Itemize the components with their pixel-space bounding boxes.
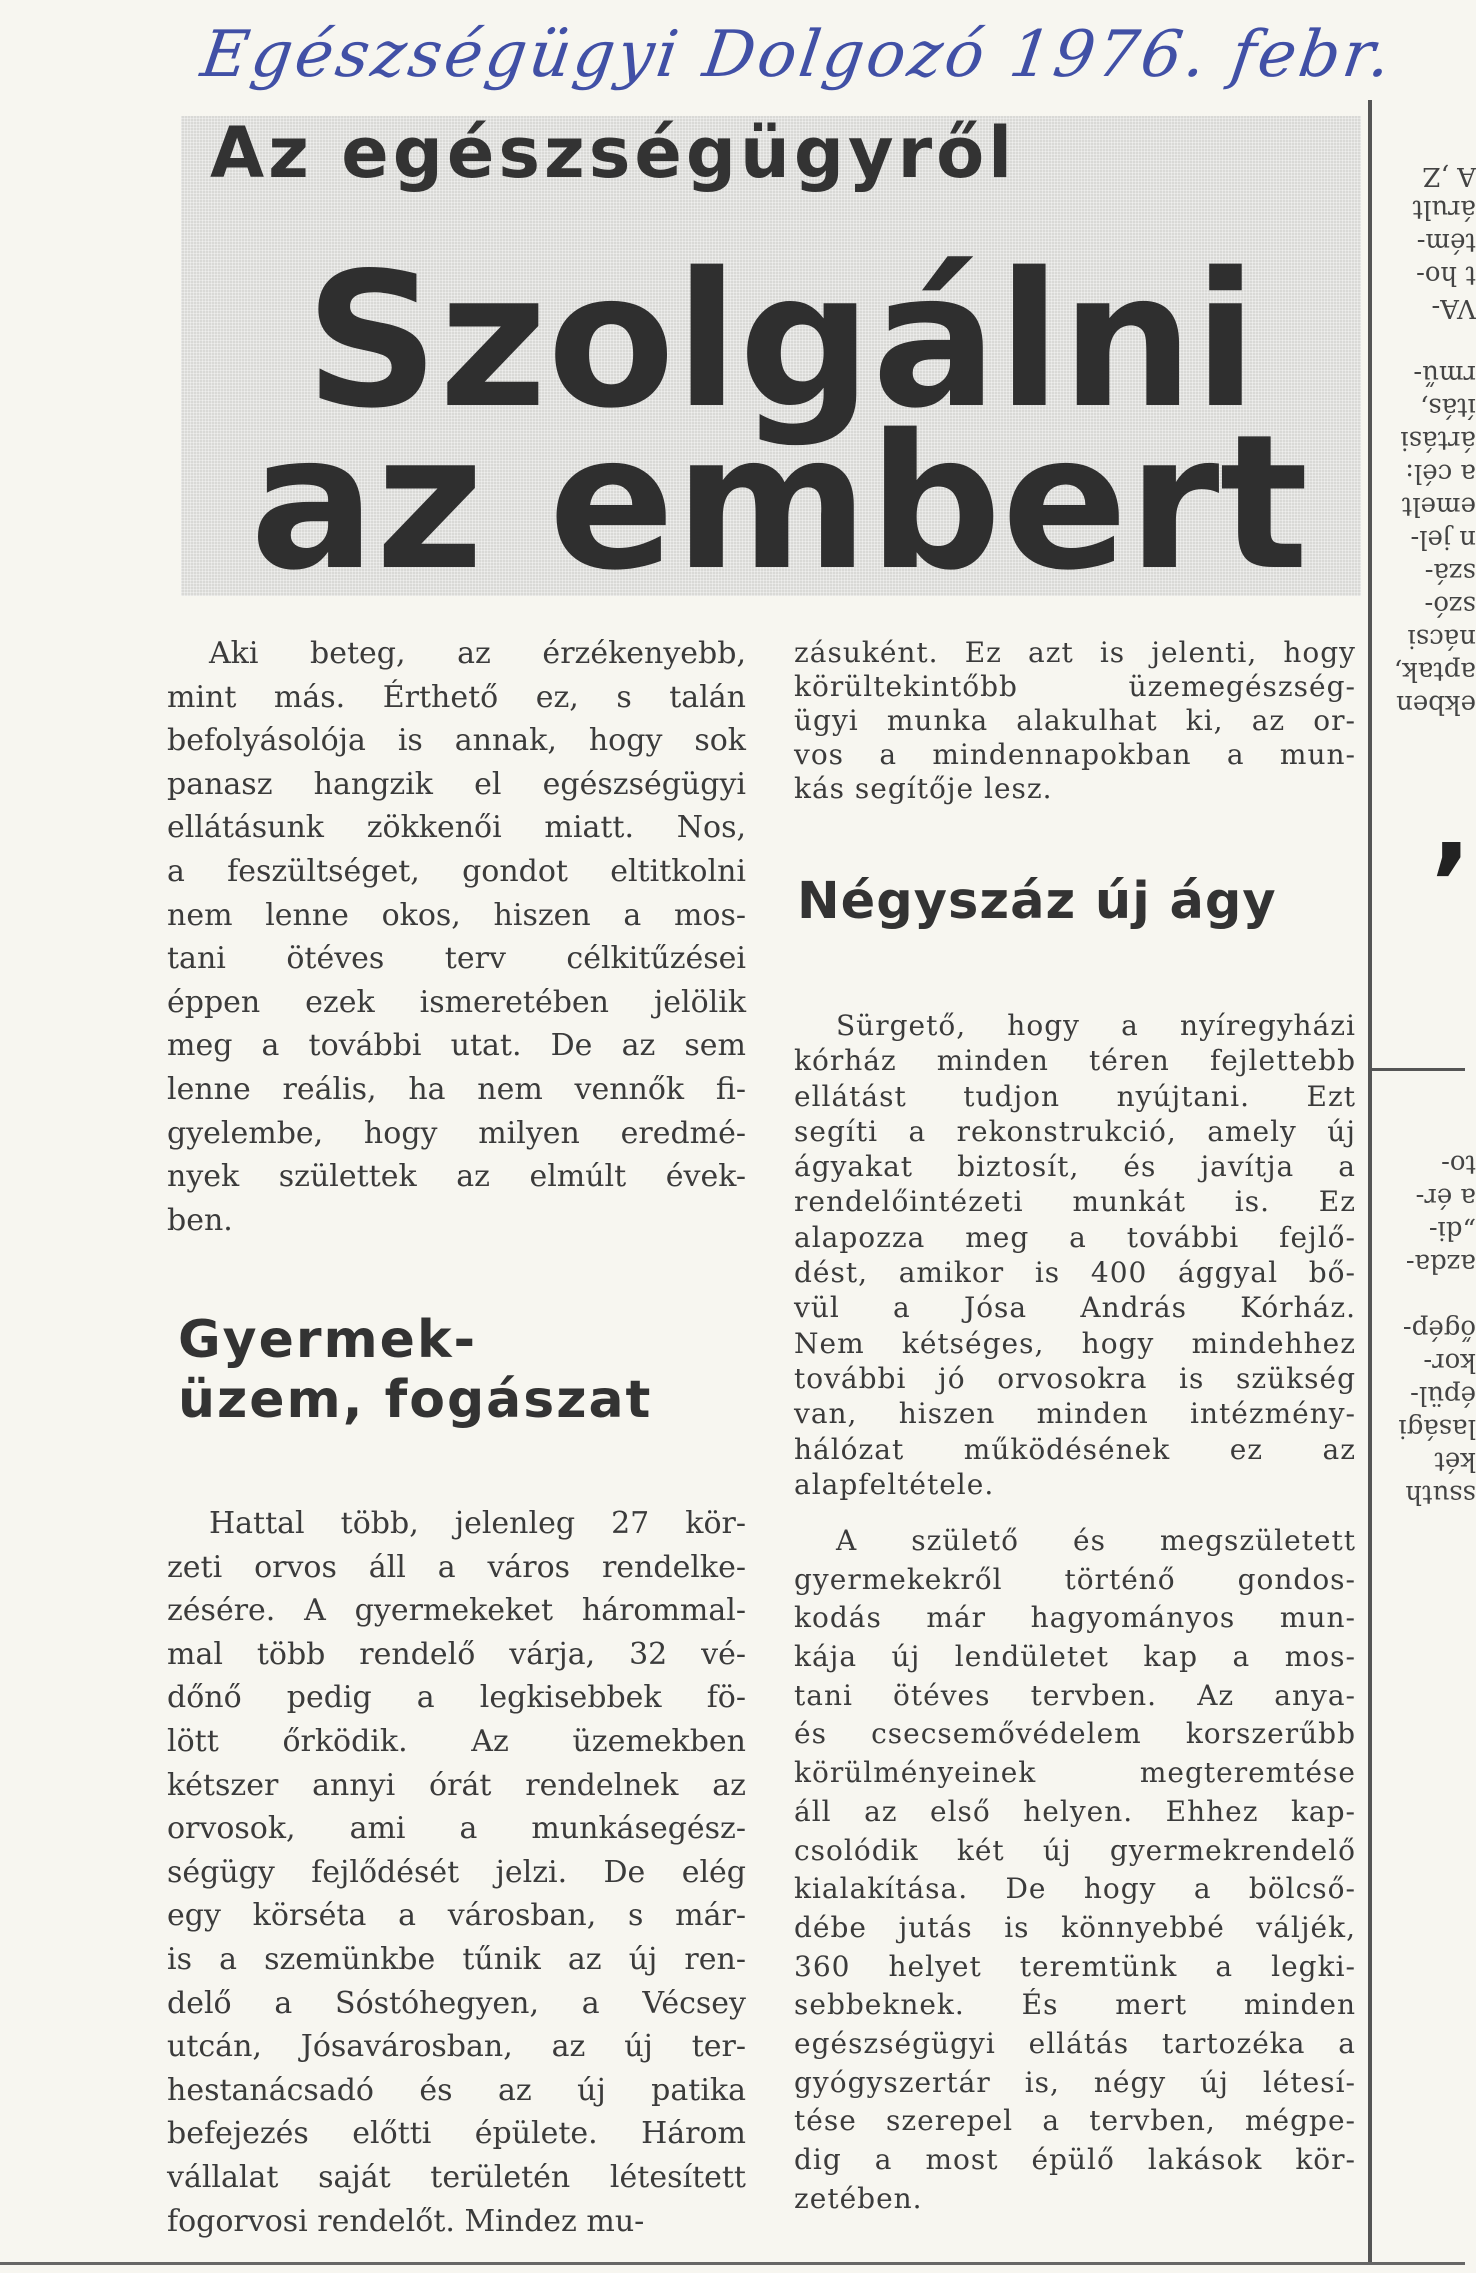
right-paragraph-1 (794, 636, 1356, 806)
text-line: zásuként. Ez azt is jelenti, hogy (794, 636, 1356, 669)
text-line: befolyásolója is annak, hogy sok (167, 723, 746, 759)
text-line: is a szemünkbe tűnik az új ren- (167, 1941, 746, 1977)
adjacent-article-fragment-upper (1376, 80, 1476, 720)
text-line: zésére. A gyermekeket hárommal- (167, 1593, 746, 1629)
fragment-line: azda- (1405, 1248, 1476, 1278)
text-line: zeti orvos áll a város rendelke- (167, 1549, 746, 1585)
fragment-line: A ,Z (1422, 161, 1476, 191)
adjacent-article-fragment-lower (1376, 1090, 1476, 1510)
text-line: körültekintőbb üzemegészség- (794, 670, 1356, 703)
fragment-line: szó- (1424, 590, 1476, 620)
text-line: gyógyszertár is, négy új létesí- (794, 2065, 1356, 2099)
text-line: dést, amikor is 400 ággyal bő- (794, 1256, 1356, 1290)
handwritten-source-note: Egészségügyi Dolgozó 1976. febr. (196, 18, 1399, 92)
text-line: dig a most épülő lakások kör- (794, 2143, 1356, 2176)
text-line: kás segítője lesz. (794, 772, 1053, 805)
fragment-line (1376, 1279, 1476, 1312)
text-line: meg a további utat. De az sem (167, 1028, 746, 1064)
text-line: kialakítása. De hogy a bölcső- (794, 1872, 1356, 1906)
text-line: egy körséta a városban, s már- (167, 1898, 746, 1934)
text-line: lött őrködik. Az üzemekben (167, 1723, 746, 1759)
fragment-line: két (1434, 1446, 1476, 1476)
text-line: débe jutás is könnyebbé váljék, (794, 1910, 1356, 1944)
text-line: nem lenne okos, hiszen a mos- (167, 897, 746, 933)
text-line: ellátásunk zökkenői miatt. Nos, (167, 810, 746, 846)
fragment-line: rmű- (1413, 359, 1476, 389)
text-line: tése szerepel a tervben, mégpe- (794, 2104, 1356, 2138)
text-line: ágyakat biztosít, és javítja a (794, 1150, 1356, 1184)
text-line: éppen ezek ismeretében jelölik (167, 984, 746, 1020)
text-line: sebbeknek. És mert minden (794, 1988, 1356, 2022)
fragment-line: ítás, (1420, 392, 1476, 422)
text-line: kétszer annyi órát rendelnek az (167, 1767, 746, 1803)
text-line: 360 helyet teremtünk a legki- (794, 1949, 1356, 1983)
text-line: kodás már hagyományos mun- (794, 1601, 1356, 1635)
text-line: áll az első helyen. Ehhez kap- (794, 1794, 1356, 1828)
bottom-rule (0, 2262, 1465, 2265)
text-line: vos a mindennapokban a mun- (794, 738, 1356, 771)
text-line: alapozza meg a további fejlő- (794, 1220, 1356, 1254)
text-line: ben. (167, 1202, 233, 1238)
headline-line-2: az embert (250, 394, 1309, 611)
text-line: segíti a rekonstrukció, amely új (794, 1114, 1356, 1148)
fragment-line: tém- (1416, 227, 1476, 257)
text-line: ségügy fejlődését jelzi. De elég (167, 1854, 746, 1890)
text-line: Aki beteg, az érzékenyebb, (209, 636, 746, 671)
fragment-line: ssuth (1405, 1479, 1476, 1509)
text-line: mint más. Érthető ez, s talán (167, 679, 746, 715)
fragment-line: árult (1412, 194, 1476, 224)
fragment-line: emelt (1401, 491, 1476, 521)
fragment-line: őgép- (1402, 1314, 1476, 1344)
text-line: dőnő pedig a legkisebbek fö- (167, 1680, 746, 1716)
text-line: tani ötéves tervben. Az anya- (794, 1678, 1356, 1712)
text-line: hestanácsadó és az új patika (167, 2072, 746, 2108)
fragment-line: épül- (1410, 1380, 1476, 1410)
subheading-line: Gyermek- (178, 1310, 478, 1370)
fragment-line: kor- (1423, 1347, 1476, 1377)
text-line: fogorvosi rendelőt. Mindez mu- (167, 2203, 645, 2239)
headline-line-1: Szolgálni (305, 232, 1258, 449)
text-line: zetében. (794, 2181, 923, 2215)
text-line: Nem kétséges, hogy mindehhez (794, 1326, 1356, 1360)
text-line: vül a Jósa András Kórház. (794, 1291, 1356, 1325)
fragment-divider (1372, 1068, 1465, 1071)
fragment-line: aptak, (1393, 656, 1476, 686)
text-line: befejezés előtti épülete. Három (167, 2116, 746, 2152)
text-line: és csecsemővédelem korszerűbb (794, 1717, 1356, 1751)
subheading-line: üzem, fogászat (178, 1370, 653, 1430)
text-line: a feszültséget, gondot eltitkolni (167, 853, 746, 889)
fragment-line (1376, 324, 1476, 357)
left-paragraph-1 (167, 632, 746, 1242)
text-line: panasz hangzik el egészségügyi (167, 766, 746, 802)
text-line: gyermekekről történő gondos- (794, 1562, 1356, 1596)
text-line: delő a Sóstóhegyen, a Vécsey (167, 1985, 746, 2021)
fragment-line: to- (1441, 1149, 1476, 1179)
text-line: orvosok, ami a munkásegész- (167, 1811, 746, 1847)
fragment-line: nácsi (1407, 623, 1476, 653)
fragment-line: a cél: (1405, 458, 1476, 488)
fragment-line: ártási (1400, 425, 1476, 455)
text-line: csolódik két új gyermekrendelő (794, 1833, 1356, 1867)
text-line: kórház minden téren fejlettebb (794, 1044, 1356, 1078)
fragment-line: lasági (1398, 1413, 1476, 1443)
fragment-line: ekben (1396, 689, 1476, 719)
adjacent-quote-mark: ‘ (1430, 770, 1472, 898)
text-line: van, hiszen minden intézmény- (794, 1397, 1356, 1431)
subheading-gyermek (178, 1310, 652, 1430)
fragment-line: t ho- (1416, 260, 1476, 290)
subheading-negyszaz: Négyszáz új ágy (797, 872, 1277, 931)
fragment-line: VA- (1431, 293, 1476, 323)
text-line: Hattal több, jelenleg 27 kör- (209, 1506, 746, 1541)
fragment-line: „di- (1428, 1215, 1476, 1245)
text-line: alapfeltétele. (794, 1467, 995, 1501)
text-line: tani ötéves terv célkitűzései (167, 941, 746, 977)
fragment-line: szá- (1424, 557, 1476, 587)
text-line: kája új lendületet kap a mos- (794, 1640, 1356, 1674)
text-line: további jó orvosokra is szükség (794, 1361, 1356, 1395)
text-line: utcán, Jósavárosban, az új ter- (167, 2029, 746, 2065)
text-line: egészségügyi ellátás tartozéka a (794, 2026, 1356, 2060)
right-paragraph-2 (794, 1008, 1356, 1502)
text-line: lenne reális, ha nem vennők fi- (167, 1071, 746, 1107)
fragment-line: a ér- (1415, 1182, 1476, 1212)
column-divider (1368, 100, 1372, 2265)
text-line: vállalat saját területén létesített (167, 2159, 746, 2195)
left-paragraph-2 (167, 1502, 746, 2243)
text-line: ellátást tudjon nyújtani. Ezt (794, 1079, 1356, 1113)
text-line: A születő és megszületett (836, 1524, 1356, 1557)
text-line: hálózat működésének ez az (794, 1432, 1356, 1466)
text-line: gyelembe, hogy milyen eredmé- (167, 1115, 746, 1151)
fragment-line: n jel- (1410, 524, 1476, 554)
text-line: körülményeinek megteremtése (794, 1756, 1356, 1790)
right-paragraph-3 (794, 1522, 1356, 2218)
text-line: mal több rendelő várja, 32 vé- (167, 1636, 746, 1672)
text-line: Sürgető, hogy a nyíregyházi (836, 1009, 1356, 1042)
text-line: nyek születtek az elmúlt évek- (167, 1159, 746, 1195)
text-line: ügyi munka alakulhat ki, az or- (794, 704, 1356, 737)
kicker-heading: Az egészségügyről (210, 112, 1017, 194)
text-line: rendelőintézeti munkát is. Ez (794, 1185, 1356, 1219)
